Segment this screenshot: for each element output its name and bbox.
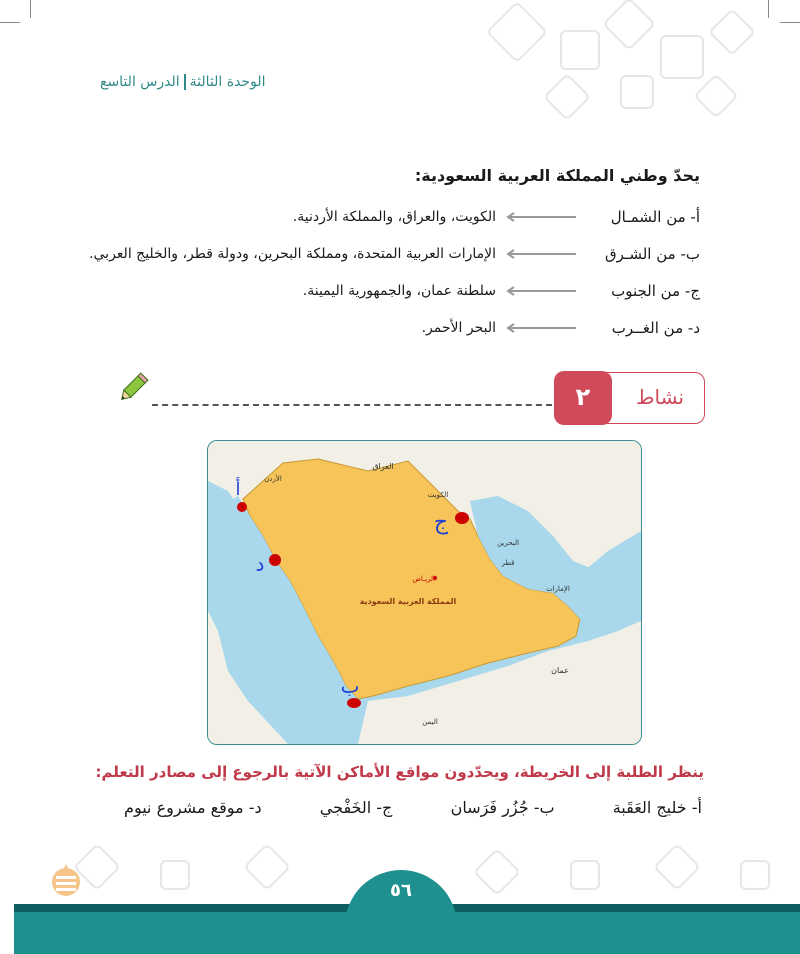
crop-mark bbox=[0, 22, 20, 23]
iraq-label: العراق bbox=[372, 462, 394, 471]
border-direction: ج- من الجنوب bbox=[611, 282, 700, 300]
borders-title: يحدّ وطني المملكة العربية السعودية: bbox=[414, 166, 700, 185]
border-countries: الإمارات العربية المتحدة، ومملكة البحرين، ودولة قطر، والخليج العربي. bbox=[89, 246, 496, 262]
crop-mark bbox=[768, 0, 769, 18]
border-countries: الكويت، والعراق، والمملكة الأردنية. bbox=[292, 209, 496, 225]
marker-dot bbox=[347, 698, 361, 708]
marker-dot bbox=[269, 554, 281, 566]
capital-label: الريـاض bbox=[412, 575, 435, 583]
lesson-title: الدرس التاسع bbox=[100, 74, 180, 90]
arrow-left-icon bbox=[502, 249, 576, 259]
oman-label: عمان bbox=[551, 666, 569, 675]
saudi-map bbox=[207, 440, 642, 745]
crop-mark bbox=[30, 0, 31, 18]
marker-c-label: ج bbox=[433, 510, 449, 535]
activity-number: ٢ bbox=[554, 371, 612, 425]
arrow-left-icon bbox=[502, 212, 576, 222]
marker-dot bbox=[237, 502, 247, 512]
marker-b-label: ب bbox=[340, 674, 360, 698]
marker-a-label: أ bbox=[235, 479, 241, 500]
border-item bbox=[303, 278, 700, 304]
marker-d-label: د bbox=[255, 552, 265, 576]
uae-label: الإمارات bbox=[546, 585, 570, 593]
header-divider bbox=[184, 74, 186, 90]
dashed-line bbox=[152, 404, 552, 406]
instruction-text: ينظر الطلبة إلى الخريطة، ويحدّدون مواقع الأماكن الآتية بالرجوع إلى مصادر التعلم: bbox=[95, 763, 704, 781]
border-countries: البحر الأحمر. bbox=[421, 320, 496, 336]
border-direction: أ- من الشمـال bbox=[610, 208, 700, 226]
border-item bbox=[422, 315, 700, 341]
page-number: ٥٦ bbox=[390, 880, 412, 901]
arrow-left-icon bbox=[502, 323, 576, 333]
crop-mark bbox=[780, 22, 800, 23]
bahrain-label: البحرين bbox=[497, 539, 519, 547]
border-direction: ب- من الشـرق bbox=[605, 245, 700, 263]
qatar-label: قطر bbox=[501, 559, 515, 567]
kuwait-label: الكويت bbox=[427, 491, 449, 499]
publisher-logo bbox=[48, 862, 84, 902]
unit-header bbox=[100, 74, 265, 90]
marker-dot bbox=[455, 512, 469, 524]
place-item: ب- جُزُر فَرَسان bbox=[450, 798, 555, 817]
arrow-left-icon bbox=[502, 286, 576, 296]
country-label: المملكة العربية السعودية bbox=[359, 597, 457, 606]
border-direction: د- من الغــرب bbox=[611, 319, 700, 337]
places-list bbox=[124, 798, 702, 817]
activity-label: نشاط bbox=[636, 385, 684, 409]
activity-banner bbox=[555, 372, 705, 424]
pencil-icon bbox=[115, 370, 151, 410]
jordan-label: الأردن bbox=[264, 475, 282, 483]
border-countries: سلطنة عمان، والجمهورية اليمينة. bbox=[302, 283, 496, 299]
border-item bbox=[89, 241, 700, 267]
place-item: ج- الخَفْجي bbox=[319, 798, 393, 817]
place-item: أ- خليج العَقَبة bbox=[612, 798, 702, 817]
unit-title: الوحدة الثالثة bbox=[189, 74, 266, 90]
place-item: د- موقع مشروع نيوم bbox=[124, 798, 262, 817]
border-item bbox=[293, 204, 700, 230]
yemen-label: اليمن bbox=[422, 718, 438, 726]
